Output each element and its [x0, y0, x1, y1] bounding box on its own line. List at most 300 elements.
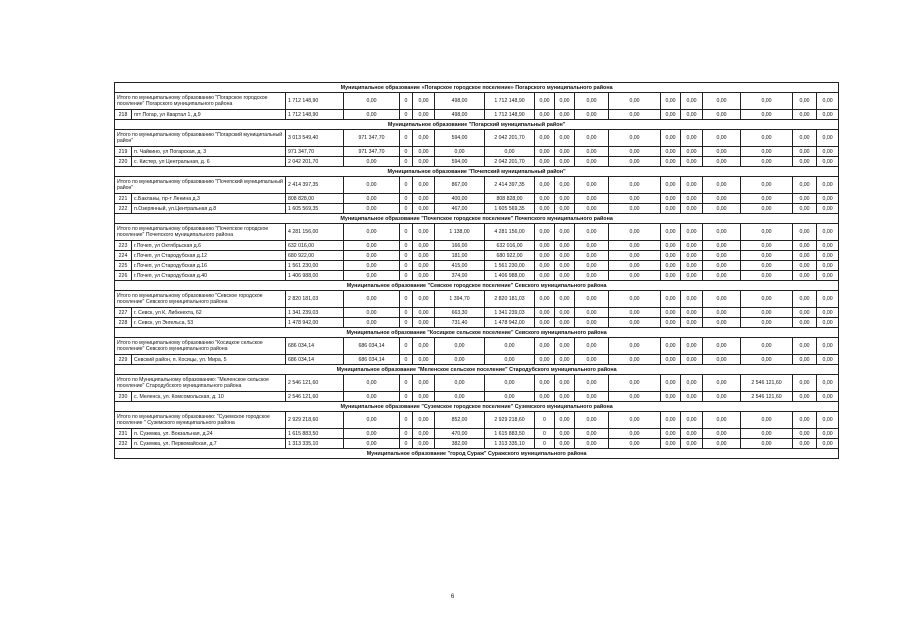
- row-value: 632 016,00: [485, 241, 535, 251]
- row-value: 0,00: [535, 204, 555, 214]
- row-value: 467,00: [435, 204, 485, 214]
- row-value: 0,00: [703, 204, 741, 214]
- total-value: 0,00: [741, 291, 793, 308]
- total-value: 0,00: [793, 291, 817, 308]
- total-value: 0: [400, 130, 413, 147]
- total-value: 3 013 549,40: [286, 130, 344, 147]
- total-value: 0,00: [681, 375, 703, 392]
- total-value: 0,00: [485, 338, 535, 355]
- row-value: 0,00: [555, 355, 575, 365]
- row-value: 0,00: [817, 429, 839, 439]
- total-value: 0,00: [535, 130, 555, 147]
- row-value: 0,00: [609, 261, 661, 271]
- row-value: 0,00: [344, 261, 400, 271]
- row-value: 0,00: [485, 392, 535, 402]
- total-value: 0: [400, 177, 413, 194]
- row-value: 0,00: [413, 194, 435, 204]
- row-value: 2 042 201,70: [485, 157, 535, 167]
- total-value: 2 414 397,35: [485, 177, 535, 194]
- row-value: 0,00: [703, 392, 741, 402]
- total-value: 1 394,70: [435, 291, 485, 308]
- row-value: 0,00: [661, 308, 681, 318]
- row-value: 2 546 121,60: [741, 392, 793, 402]
- row-value: 0,00: [703, 157, 741, 167]
- section-header-row: [115, 328, 839, 338]
- row-value: 0,00: [555, 392, 575, 402]
- row-value: 0,00: [413, 318, 435, 328]
- row-address: п.Озерянный, ул.Центральная д.8: [132, 204, 286, 214]
- row-value: 0,00: [661, 392, 681, 402]
- row-value: 0: [400, 429, 413, 439]
- row-value: 1 313 335,10: [286, 439, 344, 449]
- total-value: 0,00: [555, 177, 575, 194]
- row-value: 0: [400, 194, 413, 204]
- total-name: Итого по муниципальному образованию "Почепский муниципальный район": [115, 177, 286, 194]
- row-value: 0,00: [413, 439, 435, 449]
- row-value: 0,00: [413, 429, 435, 439]
- row-address: п. Суземка, ул. Вокзальная, д.24: [132, 429, 286, 439]
- row-address: г.Почеп, ул Стародубская д.16: [132, 261, 286, 271]
- row-value: 0,00: [555, 110, 575, 120]
- row-value: 0,00: [681, 194, 703, 204]
- row-value: 0,00: [793, 355, 817, 365]
- row-value: 1 341 239,03: [286, 308, 344, 318]
- total-value: 0,00: [575, 412, 609, 429]
- total-value: 0,00: [609, 412, 661, 429]
- total-value: 498,00: [435, 93, 485, 110]
- total-value: 0,00: [575, 177, 609, 194]
- total-value: 2 414 397,35: [286, 177, 344, 194]
- total-value: 0,00: [575, 224, 609, 241]
- table-row: [115, 429, 839, 439]
- row-value: 0,00: [793, 261, 817, 271]
- row-value: 0,00: [681, 204, 703, 214]
- row-value: 0,00: [413, 147, 435, 157]
- table-row: [115, 261, 839, 271]
- row-value: 0,00: [661, 261, 681, 271]
- row-value: 0,00: [344, 318, 400, 328]
- row-index: 225: [115, 261, 132, 271]
- total-value: 0,00: [793, 224, 817, 241]
- row-value: 0,00: [703, 429, 741, 439]
- row-index: 218: [115, 110, 132, 120]
- row-address: с.Бакланы, пр-т Ленина д.3: [132, 194, 286, 204]
- row-value: 1 712 148,90: [286, 110, 344, 120]
- table-row: [115, 157, 839, 167]
- row-value: 0,00: [817, 147, 839, 157]
- repair-program-table: [114, 82, 839, 459]
- row-index: 222: [115, 204, 132, 214]
- row-value: 0,00: [793, 110, 817, 120]
- row-value: 498,00: [435, 110, 485, 120]
- row-value: 0,00: [609, 318, 661, 328]
- total-value: 971 347,70: [344, 130, 400, 147]
- table-row: [115, 439, 839, 449]
- row-value: 0: [400, 271, 413, 281]
- total-value: 0,00: [575, 375, 609, 392]
- total-value: 0,00: [609, 224, 661, 241]
- row-address: пгт Погар, ул Квартал 1, д.9: [132, 110, 286, 120]
- row-value: 0,00: [793, 429, 817, 439]
- row-value: 0,00: [344, 439, 400, 449]
- row-value: 0,00: [703, 439, 741, 449]
- total-value: 0,00: [681, 177, 703, 194]
- total-value: 0,00: [413, 130, 435, 147]
- total-value: 0,00: [344, 93, 400, 110]
- row-value: 0,00: [793, 194, 817, 204]
- row-value: 0,00: [817, 157, 839, 167]
- row-value: 0,00: [344, 251, 400, 261]
- row-value: 0,00: [703, 261, 741, 271]
- row-index: 227: [115, 308, 132, 318]
- row-value: 0,00: [555, 241, 575, 251]
- total-value: 0,00: [535, 224, 555, 241]
- row-index: 232: [115, 439, 132, 449]
- total-value: 0,00: [793, 375, 817, 392]
- total-value: 0,00: [703, 130, 741, 147]
- total-value: 0,00: [681, 130, 703, 147]
- row-value: 0,00: [535, 194, 555, 204]
- row-index: 231: [115, 429, 132, 439]
- row-value: 0,00: [609, 110, 661, 120]
- row-value: 0,00: [609, 439, 661, 449]
- row-index: 229: [115, 355, 132, 365]
- row-value: 0,00: [793, 157, 817, 167]
- total-name: Итого по муниципальному образованию "Погарское городское поселение" Погарского муниципального района: [115, 93, 286, 110]
- row-index: 224: [115, 251, 132, 261]
- total-value: 0,00: [413, 93, 435, 110]
- row-value: 594,00: [435, 157, 485, 167]
- row-value: 0,00: [703, 318, 741, 328]
- total-value: 2 546 121,60: [286, 375, 344, 392]
- table-row: [115, 194, 839, 204]
- row-value: 0,00: [661, 204, 681, 214]
- row-value: 0,00: [609, 429, 661, 439]
- row-value: 0,00: [741, 157, 793, 167]
- total-value: 0,00: [413, 224, 435, 241]
- row-value: 0: [400, 110, 413, 120]
- row-value: 0,00: [555, 251, 575, 261]
- total-value: 0,00: [817, 291, 839, 308]
- row-value: 0,00: [609, 194, 661, 204]
- row-value: 0,00: [575, 439, 609, 449]
- row-value: 0,00: [741, 308, 793, 318]
- section-header-row: [115, 120, 839, 130]
- row-value: 0,00: [535, 355, 555, 365]
- total-value: 0,00: [555, 291, 575, 308]
- row-value: 1 478 942,00: [485, 318, 535, 328]
- row-value: 0,00: [575, 318, 609, 328]
- row-value: 0,00: [555, 147, 575, 157]
- total-value: 0,00: [555, 338, 575, 355]
- row-value: 0,00: [555, 157, 575, 167]
- row-value: 0,00: [435, 147, 485, 157]
- row-value: 0,00: [661, 147, 681, 157]
- row-value: 415,00: [435, 261, 485, 271]
- row-value: 0,00: [681, 392, 703, 402]
- total-value: 0,00: [817, 412, 839, 429]
- row-value: 0,00: [817, 308, 839, 318]
- row-value: 0,00: [681, 271, 703, 281]
- row-index: 223: [115, 241, 132, 251]
- total-value: 0,00: [741, 130, 793, 147]
- total-value: 0,00: [661, 375, 681, 392]
- row-value: 0,00: [703, 271, 741, 281]
- row-value: 0,00: [535, 157, 555, 167]
- row-value: 0,00: [793, 439, 817, 449]
- row-address: Севский район, п. Косицы, ул. Мира, 5: [132, 355, 286, 365]
- row-value: 0,00: [555, 308, 575, 318]
- total-value: 0: [400, 412, 413, 429]
- row-value: 0,00: [575, 147, 609, 157]
- row-index: 226: [115, 271, 132, 281]
- row-value: 0,00: [575, 241, 609, 251]
- row-value: 0,00: [741, 110, 793, 120]
- total-value: 0,00: [609, 130, 661, 147]
- total-value: 686 034,14: [344, 338, 400, 355]
- section-header: Муниципальное образование "Меленское сельское поселение" Стародубского муниципального района: [115, 365, 839, 375]
- row-value: 0,00: [681, 439, 703, 449]
- row-value: 0,00: [344, 308, 400, 318]
- row-value: 0,00: [344, 194, 400, 204]
- row-value: 0,00: [413, 308, 435, 318]
- total-value: 0,00: [555, 375, 575, 392]
- row-value: 0,00: [555, 261, 575, 271]
- row-value: 0,00: [741, 355, 793, 365]
- total-value: 0,00: [793, 177, 817, 194]
- total-value: 594,00: [435, 130, 485, 147]
- total-value: 0,00: [609, 338, 661, 355]
- total-value: 0,00: [703, 412, 741, 429]
- row-value: 1 712 148,90: [485, 110, 535, 120]
- total-value: 2 820 181,03: [485, 291, 535, 308]
- total-value: 0,00: [703, 177, 741, 194]
- table-row: [115, 355, 839, 365]
- total-row: [115, 224, 839, 241]
- section-header-row: [115, 214, 839, 224]
- total-value: 0,00: [535, 93, 555, 110]
- row-value: 0,00: [703, 308, 741, 318]
- row-value: 0: [400, 157, 413, 167]
- total-value: 0,00: [413, 177, 435, 194]
- row-value: 686 034,14: [286, 355, 344, 365]
- row-value: 0,00: [344, 392, 400, 402]
- total-value: 0,00: [817, 338, 839, 355]
- row-value: 0,00: [609, 157, 661, 167]
- row-address: г.Почеп, ул Стародубская д.12: [132, 251, 286, 261]
- total-value: 0,00: [817, 93, 839, 110]
- row-value: 0: [400, 261, 413, 271]
- row-value: 0,00: [535, 271, 555, 281]
- row-value: 0: [535, 429, 555, 439]
- row-value: 1 406 988,00: [485, 271, 535, 281]
- row-value: 0: [400, 204, 413, 214]
- row-value: 0,00: [817, 251, 839, 261]
- row-value: 731,40: [435, 318, 485, 328]
- row-value: 0,00: [485, 147, 535, 157]
- row-value: 0,00: [681, 429, 703, 439]
- total-name: Итого по Муниципальному образованию: "Меленское сельское поселение" Стародубского муниципального района: [115, 375, 286, 392]
- row-address: п. Чайкино, ул Погарская, д. 3: [132, 147, 286, 157]
- row-value: 0,00: [741, 439, 793, 449]
- row-value: 0,00: [661, 429, 681, 439]
- total-value: 0,00: [555, 412, 575, 429]
- row-value: 0,00: [793, 241, 817, 251]
- total-name: Итого по муниципальному образованию "Погарский муниципальный район": [115, 130, 286, 147]
- row-value: 0,00: [413, 271, 435, 281]
- section-header-row: [115, 449, 839, 459]
- section-header: Муниципальное образование "Севское городское поселение" Севского муниципального района: [115, 281, 839, 291]
- row-value: 374,00: [435, 271, 485, 281]
- row-value: 0,00: [741, 318, 793, 328]
- row-value: 0,00: [575, 110, 609, 120]
- total-value: 0,00: [793, 412, 817, 429]
- total-value: 0,00: [575, 291, 609, 308]
- row-value: 0,00: [817, 194, 839, 204]
- row-value: 0,00: [413, 241, 435, 251]
- row-value: 0,00: [609, 271, 661, 281]
- row-value: 0,00: [555, 271, 575, 281]
- row-value: 0,00: [661, 318, 681, 328]
- row-value: 0,00: [609, 251, 661, 261]
- row-value: 0,00: [535, 251, 555, 261]
- section-header: Муниципальное образование "Почепский муниципальный район": [115, 167, 839, 177]
- total-value: 0,00: [661, 338, 681, 355]
- row-value: 0,00: [575, 308, 609, 318]
- row-value: 1 341 239,03: [485, 308, 535, 318]
- section-header-row: [115, 83, 839, 93]
- row-address: с. Кистер, ул Центральная, д. 6: [132, 157, 286, 167]
- row-value: 1 561 230,00: [485, 261, 535, 271]
- total-value: 0,00: [344, 375, 400, 392]
- total-value: 1 712 148,90: [286, 93, 344, 110]
- row-value: 0,00: [681, 251, 703, 261]
- table-row: [115, 147, 839, 157]
- total-value: 0,00: [741, 177, 793, 194]
- row-value: 0,00: [555, 194, 575, 204]
- total-value: 0,00: [817, 224, 839, 241]
- row-value: 0,00: [793, 251, 817, 261]
- total-value: 0,00: [435, 338, 485, 355]
- total-value: 0,00: [793, 338, 817, 355]
- table-row: [115, 204, 839, 214]
- row-value: 0,00: [555, 318, 575, 328]
- total-value: 0,00: [485, 375, 535, 392]
- total-value: 0,00: [817, 375, 839, 392]
- row-value: 0,00: [681, 355, 703, 365]
- total-value: 852,00: [435, 412, 485, 429]
- page-number: 6: [450, 594, 455, 600]
- row-value: 0,00: [793, 308, 817, 318]
- row-value: 0,00: [575, 194, 609, 204]
- row-value: 1 615 883,50: [485, 429, 535, 439]
- total-value: 0,00: [661, 177, 681, 194]
- total-value: 2 929 218,60: [286, 412, 344, 429]
- row-value: 0,00: [661, 251, 681, 261]
- row-value: 0,00: [741, 241, 793, 251]
- row-value: 0,00: [555, 439, 575, 449]
- row-value: 680 922,00: [485, 251, 535, 261]
- row-value: 0,00: [741, 261, 793, 271]
- row-value: 680 922,00: [286, 251, 344, 261]
- row-value: 0,00: [817, 355, 839, 365]
- total-row: [115, 93, 839, 110]
- total-value: 0,00: [681, 338, 703, 355]
- total-value: 0,00: [661, 130, 681, 147]
- row-value: 0,00: [413, 355, 435, 365]
- total-value: 0,00: [555, 93, 575, 110]
- row-value: 0: [400, 355, 413, 365]
- row-value: 0,00: [344, 157, 400, 167]
- row-value: 0,00: [485, 355, 535, 365]
- total-value: 0,00: [817, 177, 839, 194]
- row-value: 971 347,70: [344, 147, 400, 157]
- row-value: 400,00: [435, 194, 485, 204]
- total-value: 0,00: [681, 224, 703, 241]
- total-value: 0: [400, 224, 413, 241]
- total-value: 0,00: [741, 224, 793, 241]
- row-value: 0,00: [817, 261, 839, 271]
- row-value: 0,00: [741, 147, 793, 157]
- total-value: 0,00: [535, 291, 555, 308]
- row-value: 0,00: [661, 241, 681, 251]
- row-value: 0,00: [575, 261, 609, 271]
- row-value: 181,00: [435, 251, 485, 261]
- total-value: 0,00: [817, 130, 839, 147]
- row-value: 1 406 988,00: [286, 271, 344, 281]
- total-value: 0,00: [661, 224, 681, 241]
- row-value: 0,00: [555, 204, 575, 214]
- row-value: 0,00: [609, 204, 661, 214]
- row-address: г.Почеп, ул Октябрьская д.6: [132, 241, 286, 251]
- row-value: 0,00: [703, 110, 741, 120]
- row-value: 0,00: [609, 392, 661, 402]
- row-value: 632 016,00: [286, 241, 344, 251]
- row-value: 0,00: [681, 308, 703, 318]
- row-value: 1 615 883,50: [286, 429, 344, 439]
- total-value: 0,00: [793, 93, 817, 110]
- row-value: 0,00: [817, 241, 839, 251]
- row-value: 0,00: [413, 110, 435, 120]
- total-value: 0,00: [609, 291, 661, 308]
- row-value: 663,30: [435, 308, 485, 318]
- total-value: 0,00: [413, 412, 435, 429]
- total-value: 0,00: [435, 375, 485, 392]
- document-page: [114, 82, 838, 459]
- total-value: 0,00: [555, 224, 575, 241]
- row-value: 0,00: [575, 392, 609, 402]
- total-value: 0: [400, 338, 413, 355]
- total-value: 0,00: [344, 291, 400, 308]
- total-value: 0,00: [661, 412, 681, 429]
- row-value: 0,00: [661, 355, 681, 365]
- table-row: [115, 271, 839, 281]
- total-name: Итого по муниципальному образованию "Косицкое сельское поселение" Севского муниципального района: [115, 338, 286, 355]
- total-value: 0,00: [575, 93, 609, 110]
- row-value: 0,00: [575, 355, 609, 365]
- row-value: 0,00: [681, 241, 703, 251]
- row-index: 228: [115, 318, 132, 328]
- row-value: 0,00: [413, 157, 435, 167]
- section-header: Муниципальное образование "город Сураж" Суражского муниципального района: [115, 449, 839, 459]
- row-value: 0: [400, 251, 413, 261]
- section-header: Муниципальное образование "Косицкое сельское поселение" Севского муниципального района: [115, 328, 839, 338]
- row-value: 0,00: [681, 157, 703, 167]
- row-value: 0,00: [793, 204, 817, 214]
- total-row: [115, 130, 839, 147]
- row-value: 0,00: [535, 147, 555, 157]
- total-value: 0,00: [344, 412, 400, 429]
